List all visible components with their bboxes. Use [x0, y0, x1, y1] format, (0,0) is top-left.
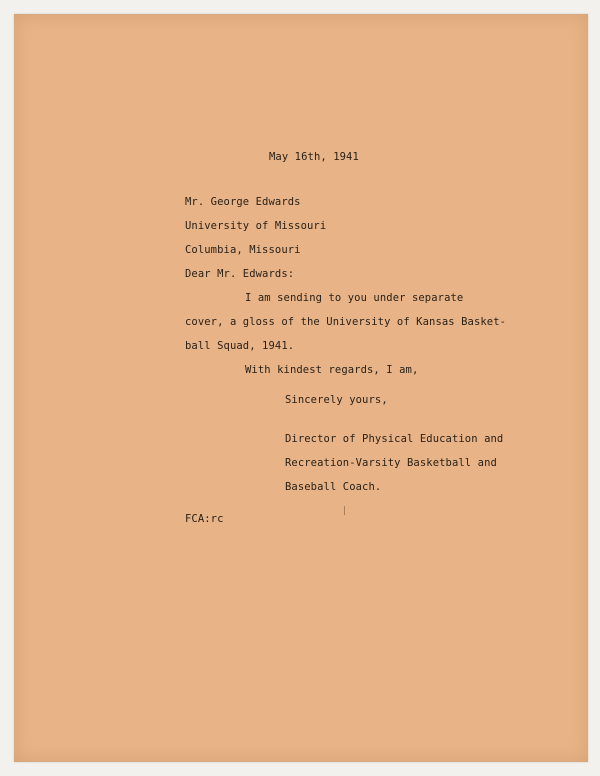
- recipient-organization: University of Missouri: [185, 220, 327, 232]
- body-line: cover, a gloss of the University of Kansas Basket-: [185, 316, 507, 328]
- reference-initials: FCA:rc: [185, 513, 224, 525]
- salutation: Dear Mr. Edwards:: [185, 268, 295, 280]
- letter-date: May 16th, 1941: [269, 151, 359, 163]
- paper-blemish: [344, 506, 345, 515]
- valediction: Sincerely yours,: [285, 394, 388, 406]
- signature-title-line: Baseball Coach.: [285, 481, 382, 493]
- recipient-name: Mr. George Edwards: [185, 196, 301, 208]
- recipient-location: Columbia, Missouri: [185, 244, 301, 256]
- signature-title-line: Recreation-Varsity Basketball and: [285, 457, 497, 469]
- body-line: ball Squad, 1941.: [185, 340, 295, 352]
- closing-line: With kindest regards, I am,: [245, 364, 419, 376]
- letter-page: [14, 14, 588, 762]
- signature-title-line: Director of Physical Education and: [285, 433, 504, 445]
- body-line: I am sending to you under separate: [245, 292, 464, 304]
